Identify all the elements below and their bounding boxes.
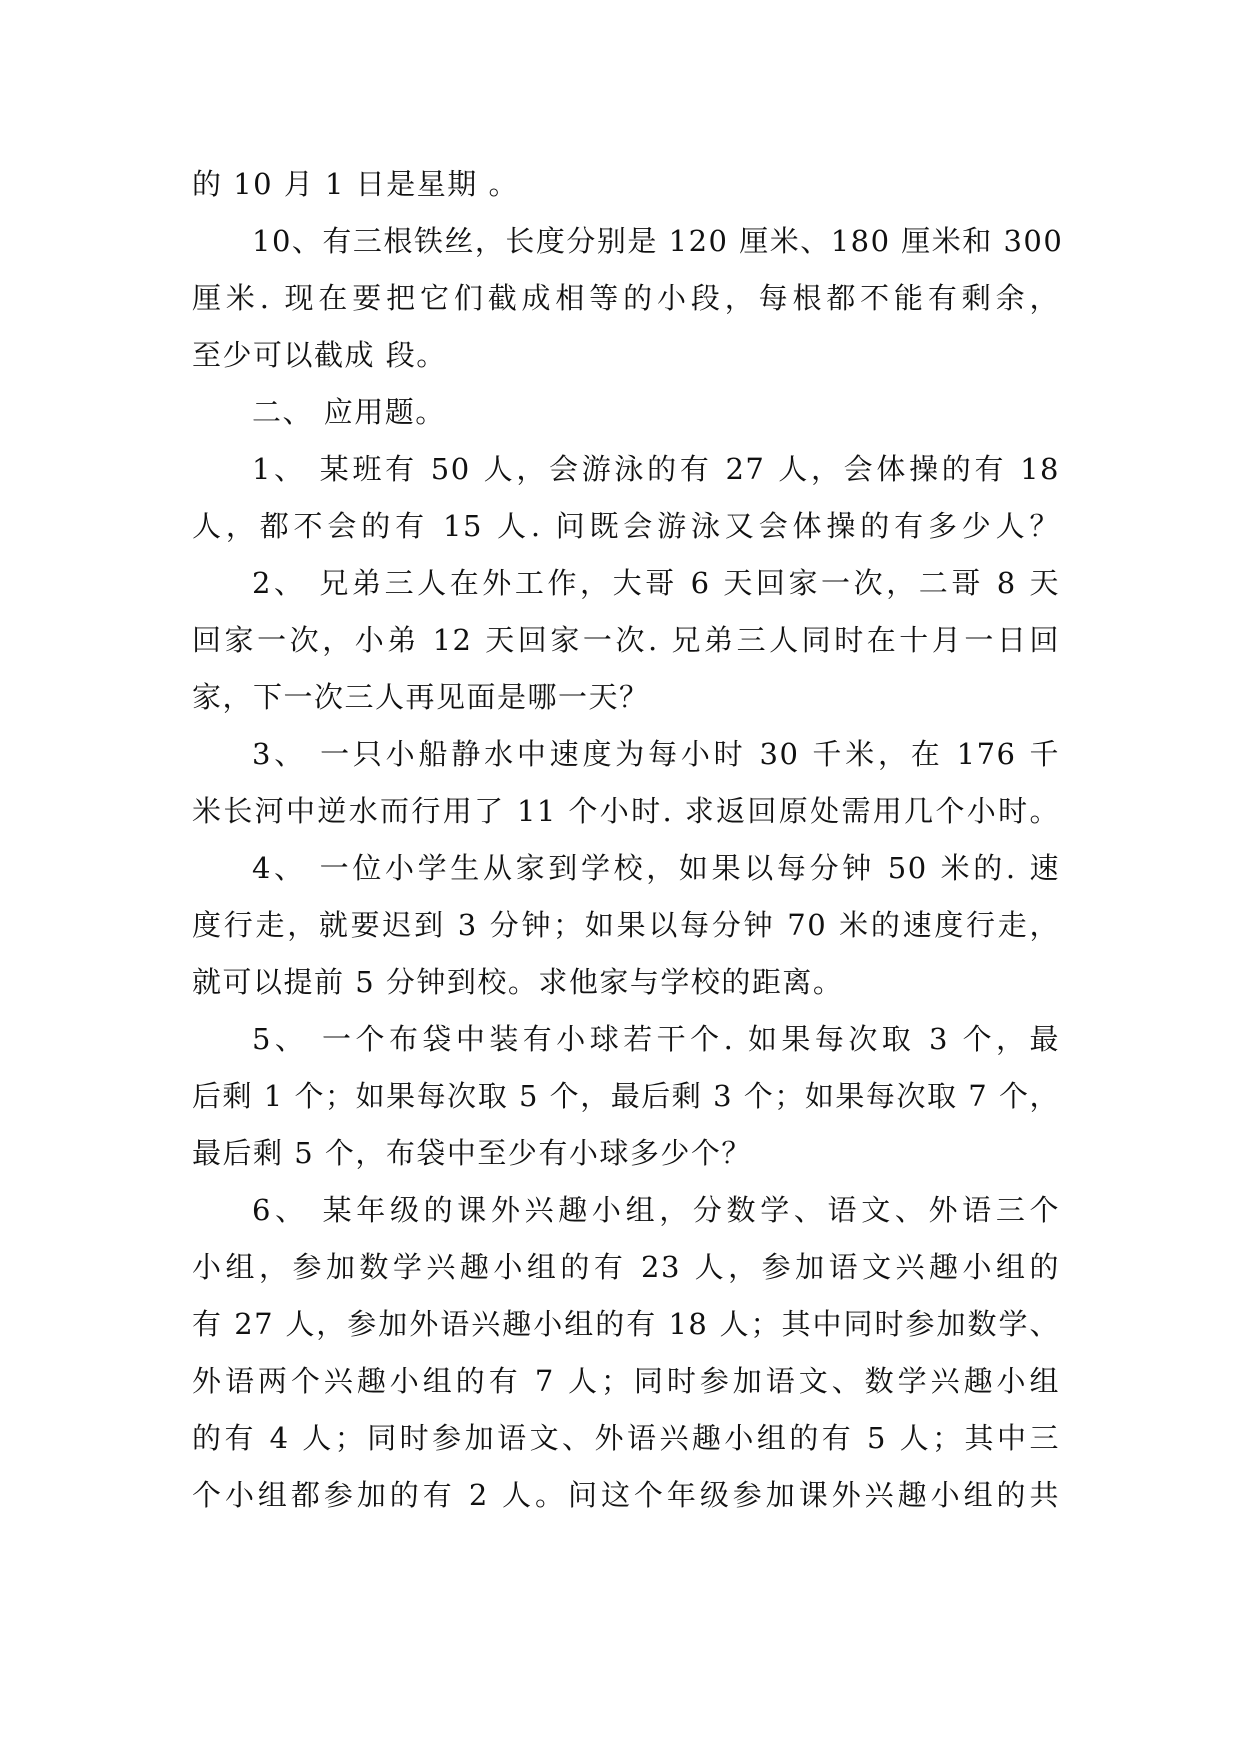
text-line: 至少可以截成 段。 <box>192 338 447 372</box>
text-line: 度行走，就要迟到 3 分钟；如果以每分钟 70 米的速度行走， <box>192 908 1060 942</box>
text-line: 米长河中逆水而行用了 11 个小时. 求返回原处需用几个小时。 <box>192 794 1060 828</box>
section-heading: 二、 应用题。 <box>252 395 446 429</box>
text-line: 后剩 1 个；如果每次取 5 个，最后剩 3 个；如果每次取 7 个， <box>192 1079 1060 1113</box>
text-line: 就可以提前 5 分钟到校。求他家与学校的距离。 <box>192 965 844 999</box>
question-10-line: 10、有三根铁丝，长度分别是 120 厘米、180 厘米和 300 <box>252 224 1064 258</box>
text-line: 厘米. 现在要把它们截成相等的小段，每根都不能有剩余， <box>192 281 1060 315</box>
problem-1-line: 1、 某班有 50 人，会游泳的有 27 人，会体操的有 18 <box>252 452 1060 486</box>
problem-3-line: 3、 一只小船静水中速度为每小时 30 千米，在 176 千 <box>252 737 1060 771</box>
text-line: 的 10 月 1 日是星期 。 <box>192 167 519 201</box>
problem-6-line: 6、 某年级的课外兴趣小组，分数学、语文、外语三个 <box>252 1193 1060 1227</box>
problem-5-line: 5、 一个布袋中装有小球若干个. 如果每次取 3 个，最 <box>252 1022 1060 1056</box>
text-line: 小组，参加数学兴趣小组的有 23 人，参加语文兴趣小组的 <box>192 1250 1060 1284</box>
text-line: 外语两个兴趣小组的有 7 人；同时参加语文、数学兴趣小组 <box>192 1364 1060 1398</box>
text-line: 的有 4 人；同时参加语文、外语兴趣小组的有 5 人；其中三 <box>192 1421 1060 1455</box>
text-line: 家，下一次三人再见面是哪一天？ <box>192 680 650 714</box>
problem-4-line: 4、 一位小学生从家到学校，如果以每分钟 50 米的. 速 <box>252 851 1060 885</box>
text-line: 人，都不会的有 15 人. 问既会游泳又会体操的有多少人？ <box>192 509 1060 543</box>
text-line: 有 27 人，参加外语兴趣小组的有 18 人；其中同时参加数学、 <box>192 1307 1060 1341</box>
problem-2-line: 2、 兄弟三人在外工作，大哥 6 天回家一次，二哥 8 天 <box>252 566 1060 600</box>
text-line: 最后剩 5 个，布袋中至少有小球多少个？ <box>192 1136 752 1170</box>
text-line: 回家一次，小弟 12 天回家一次. 兄弟三人同时在十月一日回 <box>192 623 1060 657</box>
text-line: 个小组都参加的有 2 人。问这个年级参加课外兴趣小组的共 <box>192 1478 1060 1512</box>
